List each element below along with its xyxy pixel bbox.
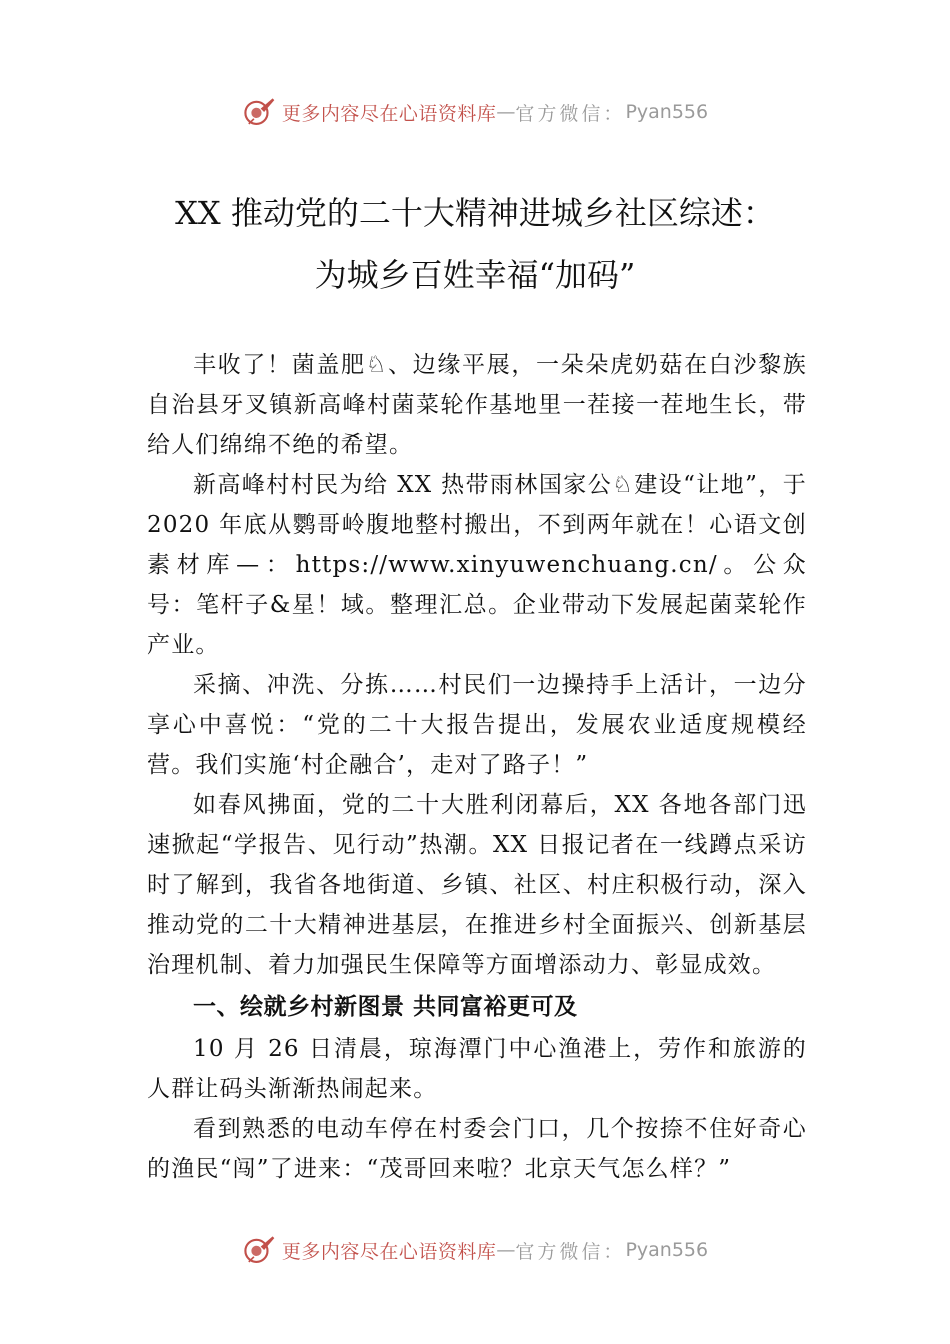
watermark-banner-bottom <box>0 1230 950 1270</box>
watermark-wechat-label: 官方微信： <box>515 102 626 125</box>
paragraph: 新高峰村村民为给 XX 热带雨林国家公♘建设“让地”，于 2020 年底从鹦哥岭腹地整村搬出，不到两年就在！心语文创素材库—：https://www.xinyuwenchuang.cn/。公众号：笔杆子&星！域。整理汇总。企业带动下发展起菌菜轮作产业。 <box>147 472 807 658</box>
watermark-wechat-id: Pyan556 <box>625 1239 709 1261</box>
paragraph: 丰收了！菌盖肥♘、边缘平展，一朵朵虎奶菇在白沙黎族自治县牙叉镇新高峰村菌菜轮作基地里一茬接一茬地生长，带给人们绵绵不绝的希望。 <box>147 352 807 458</box>
section-heading: 一、绘就乡村新图景 共同富裕更可及 <box>193 994 578 1020</box>
document-title-line1: XX 推动党的二十大精神进城乡社区综述： <box>175 194 775 232</box>
paragraph: 10 月 26 日清晨，琼海潭门中心渔港上，劳作和旅游的人群让码头渐渐热闹起来。 <box>147 1036 807 1102</box>
watermark-separator: — <box>496 101 516 123</box>
paragraph: 采摘、冲洗、分拣……村民们一边操持手上活计，一边分享心中喜悦：“党的二十大报告提出，发展农业适度规模经营。我们实施‘村企融合’，走对了路子！” <box>147 672 807 778</box>
paragraph: 如春风拂面，党的二十大胜利闭幕后，XX 各地各部门迅速掀起“学报告、见行动”热潮。XX 日报记者在一线蹲点采访时了解到，我省各地街道、乡镇、社区、村庄积极行动，深入推动党的二十大精神进基层，在推进乡村全面振兴、创新基层治理机制、着力加强民生保障等方面增添动力、彰显成效。 <box>147 792 807 978</box>
watermark-wechat-id: Pyan556 <box>625 101 709 123</box>
watermark-separator: — <box>496 1239 516 1261</box>
watermark-wechat-label: 官方微信： <box>515 1240 626 1263</box>
watermark-banner-top <box>0 92 950 132</box>
pen-logo-icon <box>242 1233 276 1267</box>
paragraph: 看到熟悉的电动车停在村委会门口，几个按捺不住好奇心的渔民“闯”了进来：“茂哥回来啦？北京天气怎么样？” <box>147 1116 807 1182</box>
document-title-line2: 为城乡百姓幸福“加码” <box>314 256 636 294</box>
watermark-text: 更多内容尽在心语资料库 <box>281 102 497 125</box>
watermark-text: 更多内容尽在心语资料库 <box>281 1240 497 1263</box>
document-body <box>147 345 807 1189</box>
pen-logo-icon <box>242 95 276 129</box>
